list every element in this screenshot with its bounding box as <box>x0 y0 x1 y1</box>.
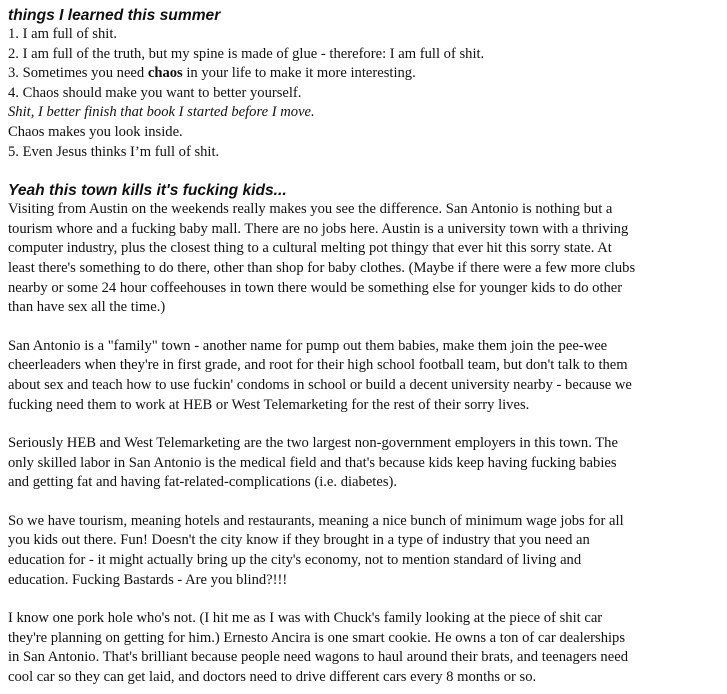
paragraph-line: in San Antonio. That's brilliant because people need wagons to haul around their brats, and teenagers need <box>8 649 628 666</box>
paragraph-employers <box>8 434 720 493</box>
list-item-2: 2. I am full of the truth, but my spine is made of glue - therefore: I am full of shit. <box>8 45 485 62</box>
list-item-1: 1. I am full of shit. <box>8 26 118 42</box>
document-page <box>8 6 720 688</box>
paragraph-line: than have sex all the time.) <box>8 299 166 316</box>
paragraph-line: fucking need them to work at HEB or West Telemarketing for the rest of their sorry lives. <box>8 396 530 413</box>
paragraph-family-town <box>8 337 720 415</box>
paragraph-line: education for - it might actually bring up the city's economy, not to mention standard of living and <box>8 552 582 569</box>
town-essay-section <box>8 181 720 687</box>
aside-italic-note: Shit, I better finish that book I started before I move. <box>8 104 315 121</box>
paragraph-line: Visiting from Austin on the weekends really makes you see the difference. San Antonio is nothing but a <box>8 201 613 218</box>
paragraph-austin-comparison <box>8 200 720 318</box>
paragraph-line: cool car so they can get laid, and doctors need to drive different cars every 8 months or so. <box>8 669 537 686</box>
summer-list-section <box>8 6 720 162</box>
paragraph-line: least there's something to do there, other than shop for baby clothes. (Maybe if there were a few more clubs <box>8 259 636 276</box>
paragraph-line: Seriously HEB and West Telemarketing are the two largest non-government employers in this town. The <box>8 435 618 452</box>
paragraph-line: and getting fat and having fat-related-complications (i.e. diabetes). <box>8 474 398 491</box>
paragraph-line: So we have tourism, meaning hotels and restaurants, meaning a nice bunch of minimum wage jobs for all <box>8 512 624 529</box>
list-item-3 <box>8 64 720 84</box>
paragraph-line: only skilled labor in San Antonio is the medical field and that's because kids keep having fucking babies <box>8 454 617 471</box>
aside-note: Chaos makes you look inside. <box>8 123 183 140</box>
section-spacer <box>8 162 720 181</box>
paragraph-car-dealer <box>8 609 720 687</box>
paragraph-line: tourism whore and a fucking baby mall. There are no jobs here. Austin is a university town with a thriving <box>8 220 629 237</box>
section-heading-town: Yeah this town kills it's fucking kids... <box>8 182 287 200</box>
paragraph-line: about sex and teach how to use fuckin' condoms in school or build a decent university nearby - because we <box>8 376 632 393</box>
list-item-3-start: 3. Sometimes you need <box>8 65 148 82</box>
section-heading-summer: things I learned this summer <box>8 7 221 24</box>
list-item-3-end: in your life to make it more interesting. <box>182 65 416 82</box>
paragraph-line: education. Fucking Bastards - Are you blind?!!! <box>8 571 288 588</box>
paragraph-tourism-jobs <box>8 512 720 590</box>
paragraph-line: I know one pork hole who's not. (I hit me as I was with Chuck's family looking at the piece of shit car <box>8 610 603 627</box>
paragraph-line: San Antonio is a "family" town - another name for pump out them babies, make them join the pee-wee <box>8 337 608 354</box>
paragraph-line: they're planning on getting for him.) Ernesto Ancira is one smart cookie. He owns a ton of car dealerships <box>8 629 626 646</box>
paragraph-line: you kids out there. Fun! Doesn't the city know if they brought in a type of industry that you need an <box>8 532 590 549</box>
list-item-4: 4. Chaos should make you want to better yourself. <box>8 84 302 101</box>
list-item-5: 5. Even Jesus thinks I’m full of shit. <box>8 143 220 160</box>
paragraph-line: computer industry, plus the closest thing to a cultural melting pot thingy that ever hit this sorry state. At <box>8 240 612 257</box>
emphasis-chaos: chaos <box>147 65 183 82</box>
paragraph-line: nearby or some 24 hour coffeehouses in town there would be something else for younger kids to do other <box>8 279 623 296</box>
paragraph-line: cheerleaders when they're in first grade, and root for their high school football team, but don't talk to them <box>8 357 628 374</box>
